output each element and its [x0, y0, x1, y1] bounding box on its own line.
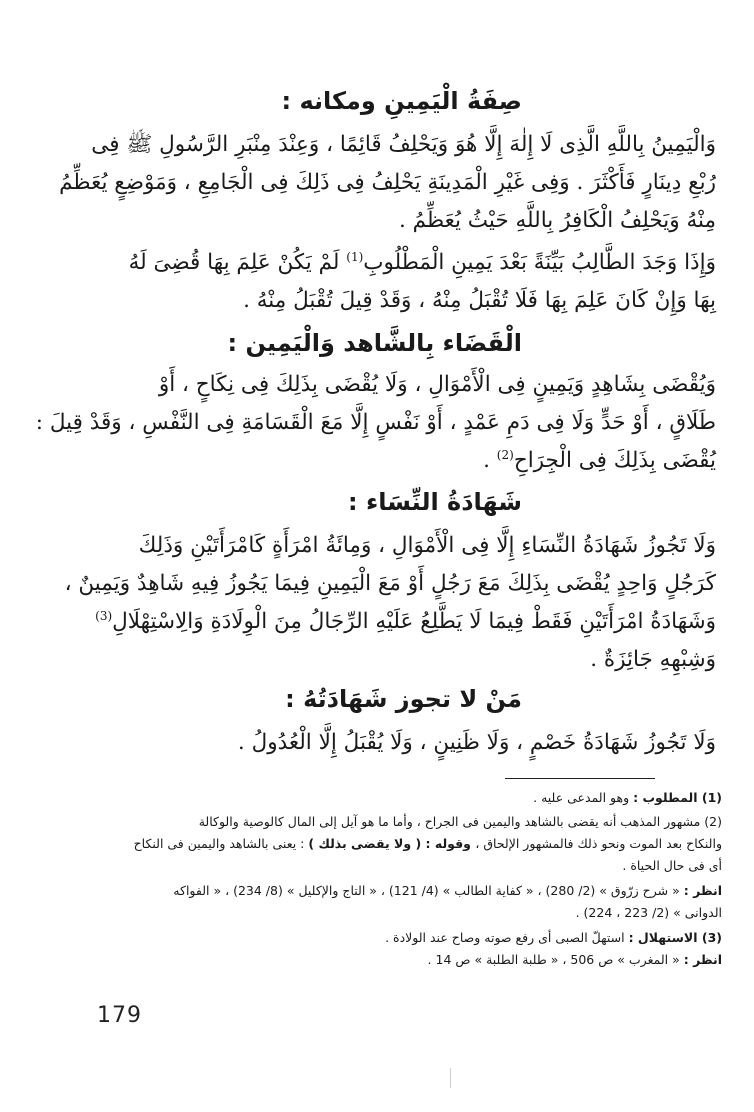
footnote-2	[100, 811, 722, 877]
section-heading-witness-and-oath: الْقَضَاء بِالشَّاهد وَالْيَمِين :	[227, 329, 522, 357]
text-line	[100, 442, 716, 480]
footnote-line: (2) مشهور المذهب أنه يقضى بالشاهد واليمين فى الجراح ، وأما ما هو آيل إلى المال كالوصية والوكالة	[198, 814, 722, 829]
footnote-1	[100, 787, 722, 809]
text-line: وَالْيَمِينُ بِاللَّهِ الَّذِى لَا إِلٰهَ إِلَّا هُوَ وَيَحْلِفُ قَائِمًا ، وَعِنْدَ مِنْبَرِ الرَّسُولِ ﷺ فِى	[91, 132, 716, 157]
footnote-line	[100, 949, 722, 971]
footnote-label: انظر :	[683, 883, 722, 898]
text-line: وَلَا تَجُوزُ شَهَادَةُ النِّسَاءِ إِلَّا فِى الْأَمْوَالِ ، وَمِائَةُ امْرَأَةٍ كَامْرَأَتَيْنِ وَذَلِكَ	[138, 533, 716, 558]
footnote-line	[100, 927, 722, 949]
text-line: وَيُقْضَى بِشَاهِدٍ وَيَمِينٍ فِى الْأَمْوَالِ ، وَلَا يُقْضَى بِذَلِكَ فِى نِكَاحٍ ، أَوْ	[158, 372, 716, 397]
page-number: 179	[97, 1003, 142, 1028]
text-line: وَلَا تَجُوزُ شَهَادَةُ خَصْمٍ ، وَلَا ظَنِينٍ ، وَلَا يُقْبَلُ إِلَّا الْعُدُولُ .	[237, 730, 716, 755]
text-line: رُبْعِ دِينَارٍ فَأَكْثَرَ . وَفِى غَيْرِ الْمَدِينَةِ يَحْلِفُ فِى ذَلِكَ فِى الْجَامِعِ ، وَمَوْضِعٍ يُعَظِّمُ	[59, 170, 716, 195]
scan-artifact	[450, 1068, 451, 1088]
paragraph-women-testimony	[64, 527, 716, 679]
paragraph-inadmissible-witness	[100, 724, 716, 762]
footnote-label: انظر :	[683, 952, 722, 967]
paragraph-witness-and-oath	[35, 366, 716, 480]
footnote-text: « المغرب » ص 506 ، « طلبة الطلبة » ص 14 .	[427, 952, 684, 967]
footnote-quote: ( ولا يقضى بذلك )	[308, 836, 422, 851]
footnote-ref: (1)	[346, 249, 364, 264]
footnote-label: (3) الاستهلال :	[628, 930, 722, 945]
text-fragment: .	[483, 448, 497, 473]
footnote-line	[100, 880, 722, 902]
text-fragment: وَشَهَادَةُ امْرَأَتَيْنِ فَقَطْ فِيمَا لَا يَطَّلِعُ عَلَيْهِ الرِّجَالُ مِنَ الْوِلَادَةِ وَالِاسْتِهْلَالِ	[112, 609, 716, 634]
footnote-ref: (3)	[95, 608, 113, 623]
text-fragment: وَإِذَا وَجَدَ الطَّالِبُ بَيِّنَةً بَعْدَ يَمِينِ الْمَطْلُوبِ	[363, 250, 716, 275]
footnote-text: « شرح زرّوق » (2/ 280) ، « كفاية الطالب » (4/ 121) ، « التاج والإكليل » (8/ 234) ، « الفواكه	[173, 883, 684, 898]
text-line: مِنْهُ وَيَحْلِفُ الْكَافِرُ بِاللَّهِ حَيْثُ يُعَظِّمُ .	[399, 208, 716, 233]
footnote-label: (1) المطلوب :	[633, 790, 722, 805]
footnote-label: وقوله :	[421, 836, 476, 851]
footnote-text: استهلّ الصبى أى رفع صوته وصاح عند الولادة .	[385, 930, 629, 945]
footnote-ref: (2)	[496, 447, 514, 462]
text-line: طَلَاقٍ ، أَوْ حَدٍّ وَلَا فِى دَمِ عَمْدٍ ، أَوْ نَفْسٍ إِلَّا مَعَ الْقَسَامَةِ فِى النَّفْسِ ، وَقَدْ قِيلَ :	[35, 410, 716, 435]
footnote-line	[100, 787, 722, 809]
footnote-line	[100, 833, 722, 855]
text-line: وَشِبْهِهِ جَائِزَةٌ .	[590, 647, 716, 672]
paragraph-evidence-after-oath	[100, 244, 716, 320]
footnote-line: أى فى حال الحياة .	[622, 858, 722, 873]
section-heading-women-testimony: شَهَادَةُ النِّسَاء :	[348, 488, 522, 516]
text-fragment: لَمْ يَكُنْ عَلِمَ بِهَا قُضِىَ لَهُ	[128, 250, 340, 275]
footnote-text: والنكاح بعد الموت ونحو ذلك فالمشهور الإلحاق ،	[475, 836, 722, 851]
footnote-3	[100, 927, 722, 971]
section-heading-oath-form: صِفَةُ الْيَمِينِ ومكانه :	[281, 87, 522, 115]
footnote-2-references	[100, 880, 722, 924]
footnote-text: وهو المدعى عليه .	[533, 790, 634, 805]
paragraph-oath-form	[59, 126, 716, 240]
section-heading-inadmissible-witness: مَنْ لا تجوز شَهَادَتُهُ :	[285, 685, 522, 713]
footnote-line: الدوانى » (2/ 223 ، 224) .	[575, 905, 722, 920]
text-line: بِهَا وَإِنْ كَانَ عَلِمَ بِهَا فَلَا تُقْبَلُ مِنْهُ ، وَقَدْ قِيلَ تُقْبَلُ مِنْهُ .	[243, 288, 716, 313]
text-line: كَرَجُلٍ وَاحِدٍ يُقْضَى بِذَلِكَ مَعَ رَجُلٍ أَوْ مَعَ الْيَمِينِ فِيمَا يَجُوزُ فِيهِ شَاهِدٌ وَيَمِينٌ ،	[64, 571, 716, 596]
footnote-separator	[505, 778, 655, 779]
text-fragment: يُقْضَى بِذَلِكَ فِى الْجِرَاحِ	[513, 448, 716, 473]
footnote-text: : يعنى بالشاهد واليمين فى النكاح	[133, 836, 309, 851]
text-line	[95, 603, 716, 641]
text-line	[100, 244, 716, 282]
